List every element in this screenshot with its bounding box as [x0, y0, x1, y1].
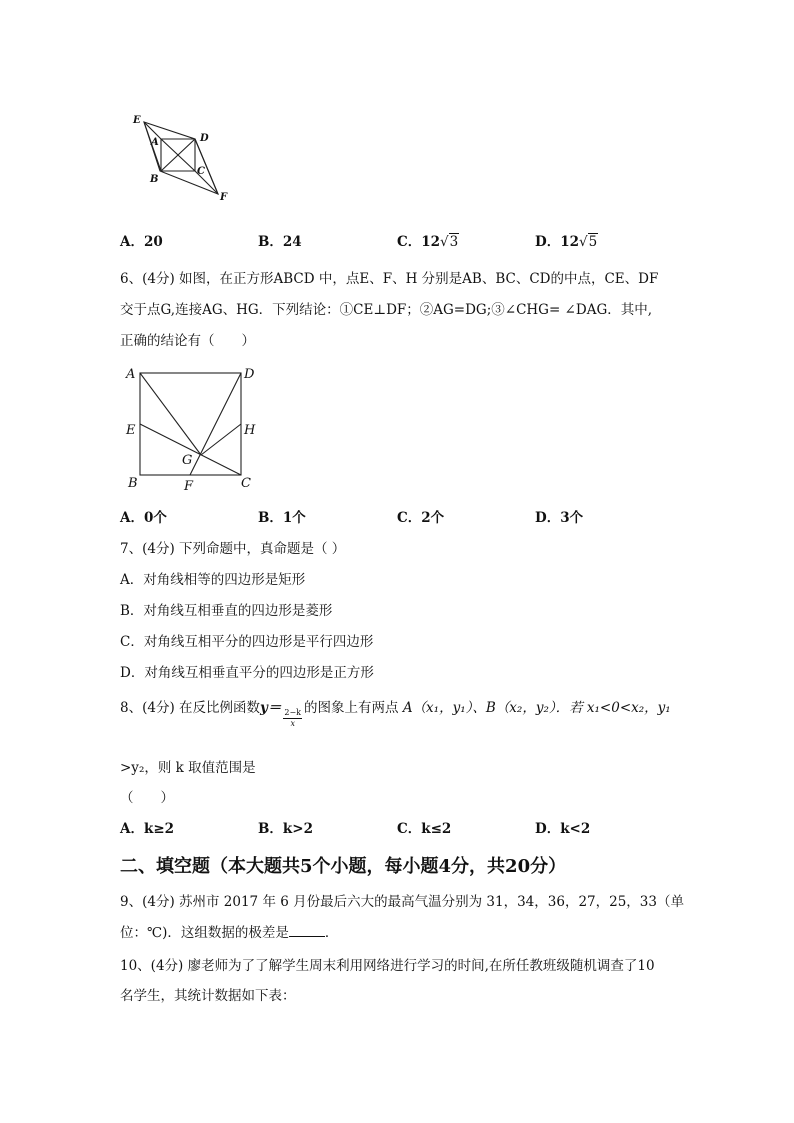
- q6-label-e: E: [126, 423, 136, 438]
- q9-stem-line1: 9、(4分) 苏州市 2017 年 6 月份最后六大的最高气温分别为 31，34，36，27，25，33（单: [120, 894, 684, 910]
- q9-stem-line2: 位：℃)．这组数据的极差是 ．: [120, 925, 339, 941]
- q5-option-a: A．20: [120, 234, 163, 250]
- q6-stem-line1: 6、(4分) 如图，在正方形ABCD 中，点E、F、H 分别是AB、BC、CD的中点，CE、DF: [120, 271, 659, 287]
- q6-label-a: A: [126, 367, 136, 382]
- q6-label-d: D: [244, 367, 255, 382]
- q6-option-b: B．1个: [258, 510, 306, 526]
- q5-label-b: B: [150, 174, 159, 185]
- q10-stem-line1: 10、(4分) 廖老师为了了解学生周末利用网络进行学习的时间,在所任教班级随机调查了10: [120, 958, 655, 974]
- q5-option-d: D．12√5: [535, 234, 598, 250]
- q5-figure: [128, 108, 238, 204]
- q7-stem: 7、(4分) 下列命题中，真命题是（ ）: [120, 541, 346, 557]
- q6-label-g: G: [182, 453, 193, 468]
- q8-option-a: A．k≥2: [120, 821, 175, 837]
- q6-option-d: D．3个: [535, 510, 584, 526]
- section-heading-fill-in: 二、填空题（本大题共5个小题，每小题4分，共20分）: [120, 856, 567, 877]
- q8-option-c: C．k≤2: [397, 821, 452, 837]
- q6-stem-line3: 正确的结论有（ ）: [120, 333, 255, 349]
- q10-stem-line2: 名学生，其统计数据如下表：: [120, 988, 296, 1004]
- q8-stem-line1: 8、(4分) 在反比例函数y＝ $\frac{2-k}{x}$ 的图象上有两点 A（x₁，y₁）、B（x₂，y₂）．若 x₁<0<x₂，y₁: [120, 700, 671, 728]
- q7-option-a: A．对角线相等的四边形是矩形: [120, 572, 306, 588]
- q5-label-c: C: [197, 166, 205, 177]
- q6-figure: [120, 360, 270, 496]
- q8-option-d: D．k<2: [535, 821, 591, 837]
- q5-option-c: C．12√3: [397, 234, 459, 250]
- q7-option-c: C．对角线互相平分的四边形是平行四边形: [120, 634, 374, 650]
- q8-stem-line2: >y₂，则 k 取值范围是: [120, 760, 256, 776]
- q6-stem-line2: 交于点G,连接AG、HG．下列结论：①CE⊥DF；②AG=DG;③∠CHG= ∠DAG．其中,: [120, 302, 653, 318]
- q6-option-a: A．0个: [120, 510, 167, 526]
- q5-label-f: F: [220, 192, 228, 203]
- q5-label-e: E: [133, 115, 141, 126]
- q9-answer-blank[interactable]: [289, 924, 325, 937]
- q6-label-c: C: [241, 476, 251, 491]
- q6-label-b: B: [128, 476, 138, 491]
- q8-paren: （ ）: [120, 790, 174, 806]
- q8-option-b: B．k>2: [258, 821, 313, 837]
- q6-label-f: F: [184, 479, 194, 494]
- q5-option-b: B．24: [258, 234, 302, 250]
- q6-option-c: C．2个: [397, 510, 445, 526]
- q5-label-a: A: [151, 137, 159, 148]
- q7-option-d: D．对角线互相垂直平分的四边形是正方形: [120, 665, 374, 681]
- q5-label-d: D: [200, 133, 209, 144]
- q7-option-b: B．对角线互相垂直的四边形是菱形: [120, 603, 333, 619]
- q6-label-h: H: [244, 423, 256, 438]
